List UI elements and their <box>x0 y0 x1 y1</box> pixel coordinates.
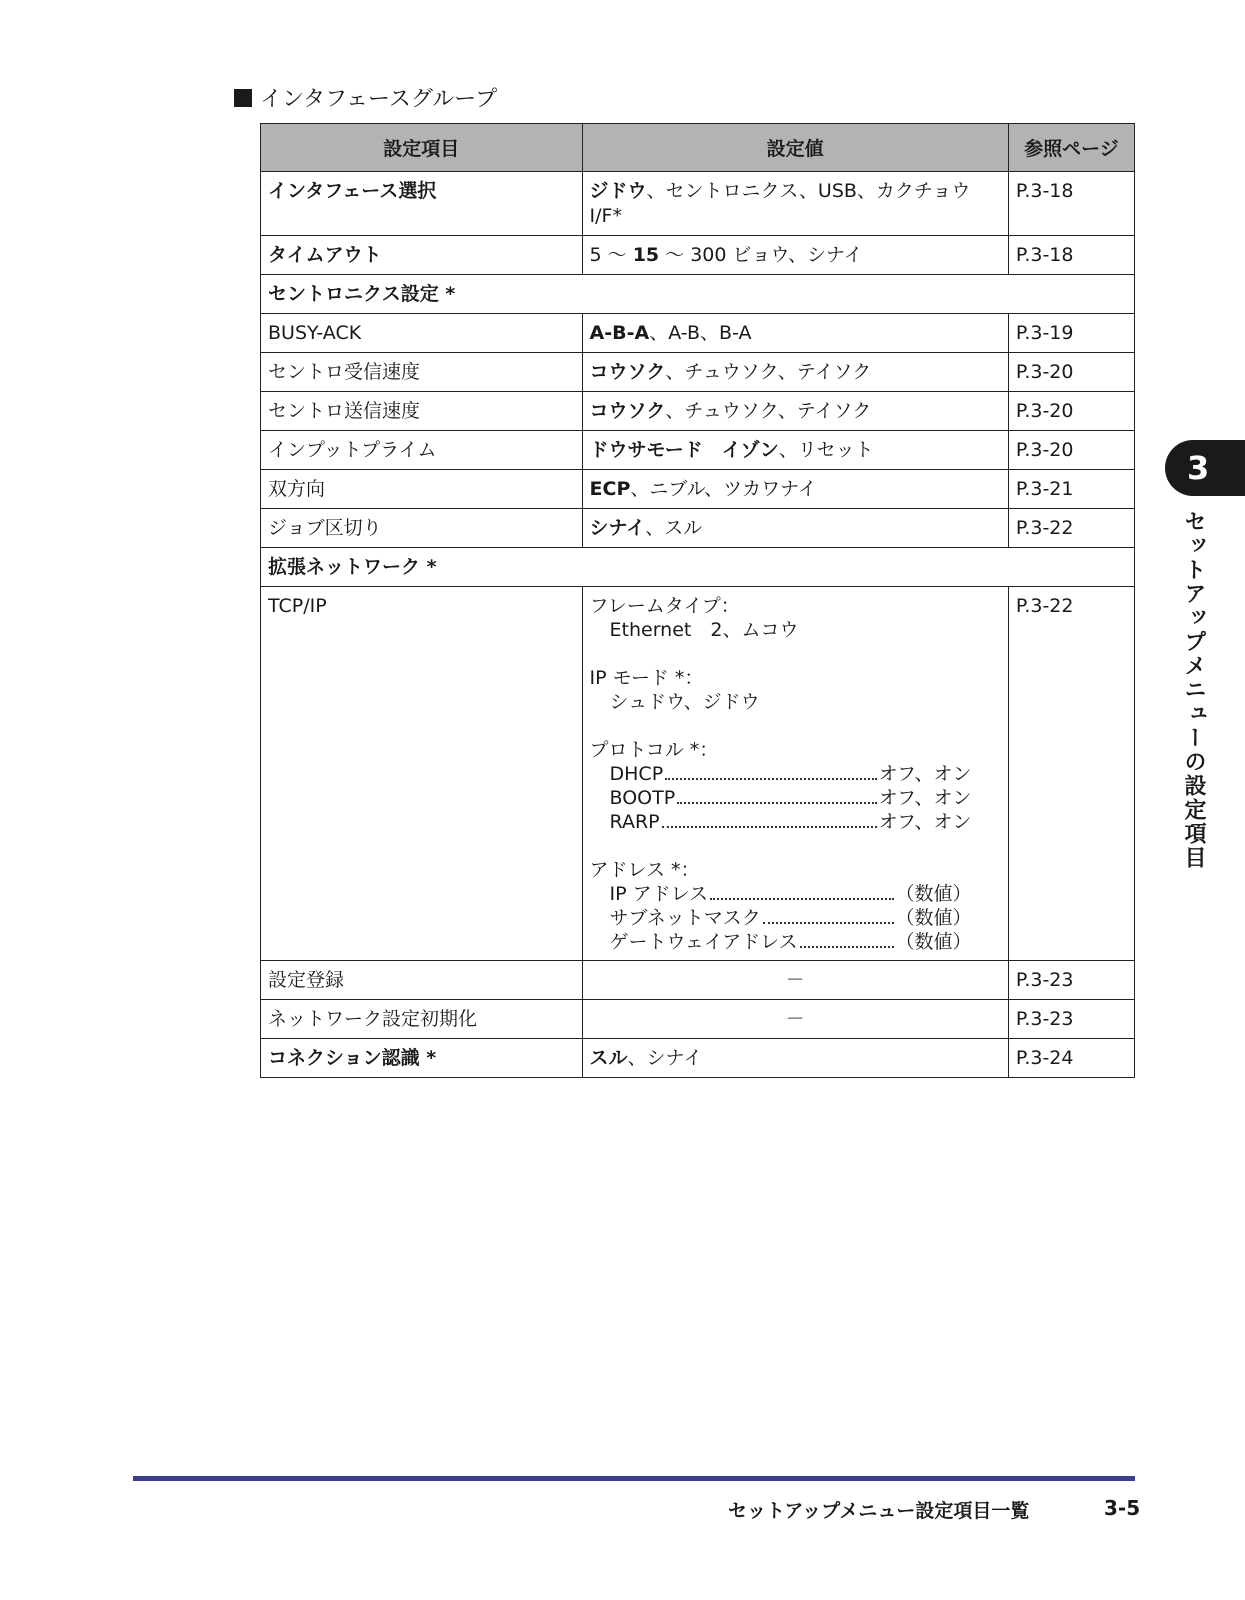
page-cell: P.3-19 <box>1008 314 1134 353</box>
header-value: 設定値 <box>582 124 1008 172</box>
other-values: 、A-B、B-A <box>649 322 752 344</box>
page-cell: P.3-22 <box>1008 509 1134 548</box>
page-cell: P.3-23 <box>1008 961 1134 1000</box>
frame-type-label: フレームタイプ： <box>589 595 740 617</box>
table-row <box>261 1000 1135 1039</box>
item-cell: ネットワーク設定初期化 <box>261 1000 583 1039</box>
footer-title: セットアップメニュー設定項目一覧 <box>728 1500 1030 1522</box>
section-title: インタフェースグループ <box>260 87 498 112</box>
other-values: 、シナイ <box>627 1047 703 1069</box>
value-cell <box>582 587 1008 961</box>
address-entry: サブネットマスク （数値） <box>609 907 972 929</box>
default-value: ECP <box>589 478 631 500</box>
page-cell: P.3-18 <box>1008 236 1134 275</box>
header-item: 設定項目 <box>261 124 583 172</box>
page-cell: P.3-23 <box>1008 1000 1134 1039</box>
item-cell: インタフェース選択 <box>261 172 583 236</box>
other-values: 、スル <box>645 517 703 539</box>
group-row <box>261 275 1135 314</box>
group-cell: セントロニクス設定 * <box>261 275 1135 314</box>
header-page: 参照ページ <box>1008 124 1134 172</box>
page-number: 3-5 <box>1104 1496 1141 1520</box>
item-cell: インプットプライム <box>261 431 583 470</box>
item-cell: TCP/IP <box>261 587 583 961</box>
settings-table <box>260 123 1135 1078</box>
frame-type-value: Ethernet 2、ムコウ <box>609 619 799 641</box>
address-entry: ゲートウェイアドレス （数値） <box>609 931 972 953</box>
page-cell: P.3-20 <box>1008 353 1134 392</box>
address-label: アドレス *： <box>589 859 700 881</box>
page-cell: P.3-22 <box>1008 587 1134 961</box>
value-prefix: 5 ～ <box>589 244 633 266</box>
default-value: A-B-A <box>589 322 650 344</box>
default-value: ジドウ <box>589 180 647 202</box>
table-row <box>261 470 1135 509</box>
item-cell: コネクション認識 * <box>261 1039 583 1078</box>
ip-mode-label: IP モード *： <box>589 667 704 689</box>
value-cell <box>582 392 1008 431</box>
group-cell: 拡張ネットワーク * <box>261 548 1135 587</box>
default-value: ドウサモード イゾン <box>589 439 779 461</box>
default-value: コウソク <box>589 400 666 422</box>
default-value: スル <box>589 1047 628 1069</box>
item-cell: タイムアウト <box>261 236 583 275</box>
other-values: ～ 300 ビョウ、シナイ <box>659 244 863 266</box>
other-values: 、チュウソク、テイソク <box>665 400 872 422</box>
square-bullet-icon <box>234 89 252 107</box>
default-value: 15 <box>632 244 660 266</box>
item-cell: 双方向 <box>261 470 583 509</box>
table-row <box>261 961 1135 1000</box>
value-cell <box>582 314 1008 353</box>
page-cell: P.3-20 <box>1008 392 1134 431</box>
chapter-title-vertical: セットアップメニューの設定項目 <box>1181 510 1206 870</box>
value-cell <box>582 431 1008 470</box>
value-cell <box>582 470 1008 509</box>
value-cell <box>582 236 1008 275</box>
page-cell: P.3-18 <box>1008 172 1134 236</box>
table-row <box>261 431 1135 470</box>
footer-rule <box>133 1476 1135 1481</box>
value-cell <box>582 509 1008 548</box>
table-row <box>261 172 1135 236</box>
other-values: 、ニブル、ツカワナイ <box>630 478 817 500</box>
table-row <box>261 392 1135 431</box>
item-cell: ジョブ区切り <box>261 509 583 548</box>
protocol-entry: DHCP オフ、オン <box>609 763 972 785</box>
value-cell <box>582 353 1008 392</box>
item-cell: BUSY-ACK <box>261 314 583 353</box>
other-values: 、セントロニクス、USB、カクチョウ I/F* <box>589 180 971 227</box>
page-cell: P.3-24 <box>1008 1039 1134 1078</box>
value-cell: － <box>582 961 1008 1000</box>
item-cell: セントロ送信速度 <box>261 392 583 431</box>
value-cell <box>582 1039 1008 1078</box>
table-row <box>261 1039 1135 1078</box>
protocol-label: プロトコル *： <box>589 739 719 761</box>
other-values: 、リセット <box>778 439 874 461</box>
section-heading <box>234 82 497 113</box>
other-values: 、チュウソク、テイソク <box>665 361 872 383</box>
page-cell: P.3-20 <box>1008 431 1134 470</box>
chapter-tab <box>1165 440 1245 496</box>
address-entry: IP アドレス （数値） <box>609 883 972 905</box>
value-cell: － <box>582 1000 1008 1039</box>
group-row <box>261 548 1135 587</box>
table-header-row <box>261 124 1135 172</box>
protocol-entry: RARP オフ、オン <box>609 811 972 833</box>
value-cell <box>582 172 1008 236</box>
table-row <box>261 236 1135 275</box>
default-value: コウソク <box>589 361 666 383</box>
table-row <box>261 587 1135 961</box>
item-cell: セントロ受信速度 <box>261 353 583 392</box>
default-value: シナイ <box>589 517 646 539</box>
ip-mode-value: シュドウ、ジドウ <box>609 691 760 713</box>
table-row <box>261 509 1135 548</box>
table-row <box>261 314 1135 353</box>
chapter-number: 3 <box>1187 449 1210 487</box>
protocol-entry: BOOTP オフ、オン <box>609 787 972 809</box>
table-row <box>261 353 1135 392</box>
page-cell: P.3-21 <box>1008 470 1134 509</box>
item-cell: 設定登録 <box>261 961 583 1000</box>
